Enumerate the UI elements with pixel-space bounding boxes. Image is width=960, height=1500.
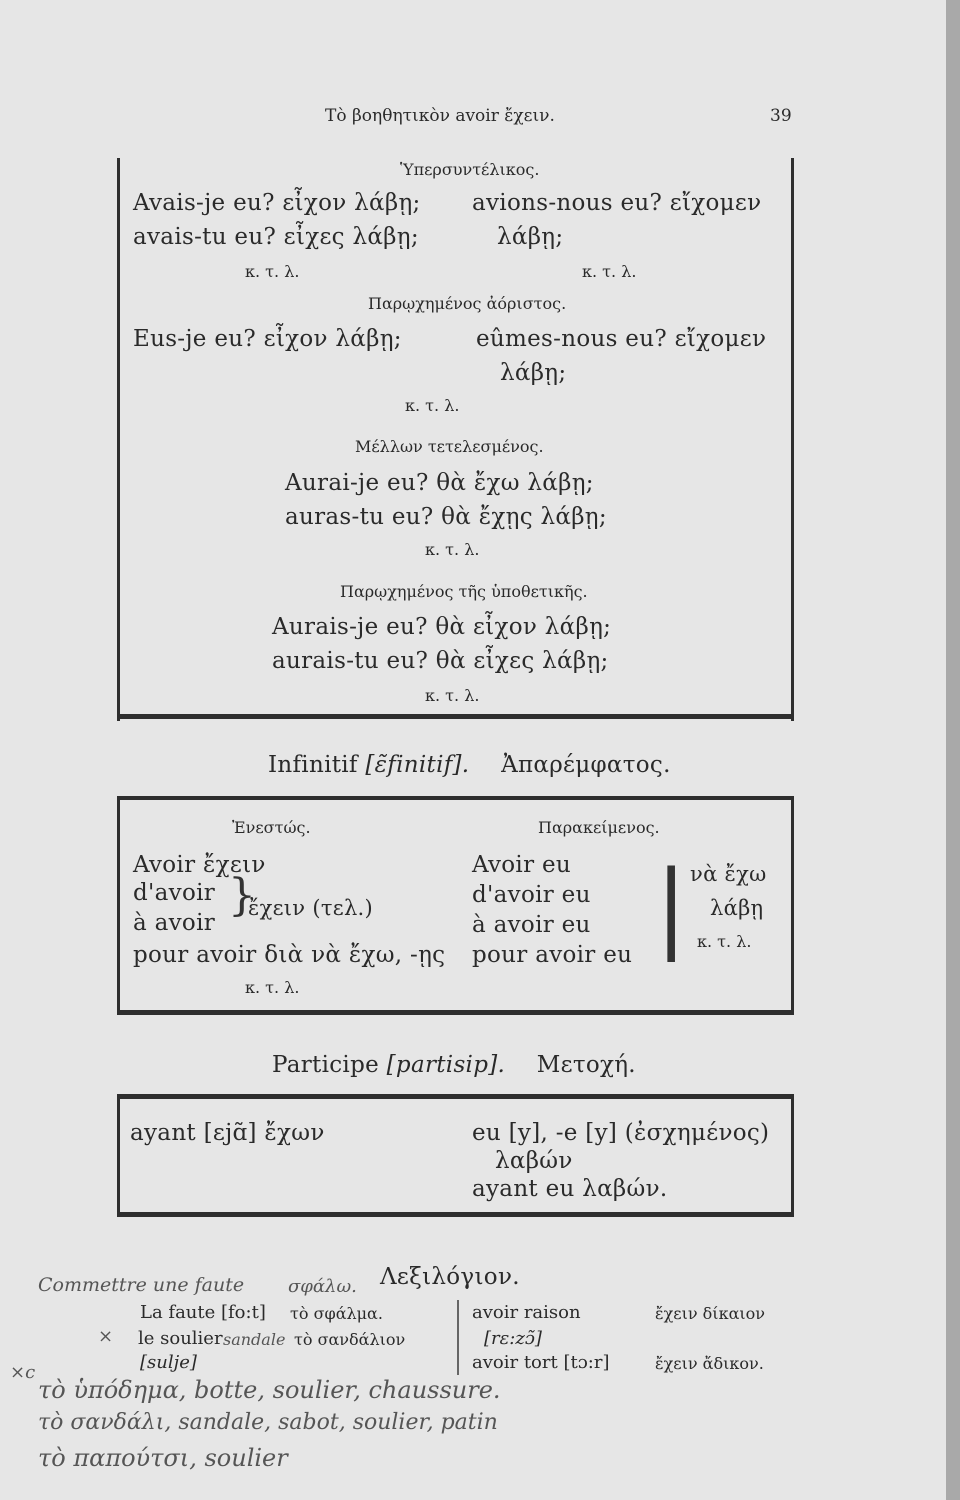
infinitif-col1-brace: } (228, 870, 257, 921)
s3-line2: auras-tu eu? θὰ ἔχῃς λάβῃ; (285, 504, 607, 530)
s2-heading: Παρῳχημένος ἀόριστος. (368, 294, 567, 313)
participe-title-gr: Μετοχή. (536, 1052, 636, 1078)
participe-right-line3: ayant eu λαβών. (472, 1176, 668, 1202)
s4-line1: Aurais-je eu? θὰ εἶχον λάβῃ; (272, 614, 612, 640)
participe-left: ayant [ɛjɑ̃] ἔχων (130, 1120, 325, 1146)
lexicon-row1-fr2: avoir raison (472, 1302, 581, 1323)
lexicon-row3-fr2: avoir tort [tɔ:r] (472, 1352, 610, 1373)
infinitif-right-border (791, 796, 794, 1014)
infinitif-col2-line4: pour avoir eu (472, 942, 633, 968)
lexicon-title: Λεξιλόγιον. (380, 1264, 520, 1290)
handwriting-mark-xc: ×c (10, 1362, 36, 1383)
lexicon-row2-fr2: [rɛ:zɔ̃] (484, 1328, 542, 1349)
s3-etc: κ. τ. λ. (425, 540, 480, 559)
handwriting-mark-x: × (98, 1326, 114, 1347)
infinitif-col2-brace-line3: κ. τ. λ. (697, 932, 752, 951)
s1-heading: Ὑπερσυντέλικος. (400, 160, 540, 179)
infinitif-title (268, 752, 671, 778)
infinitif-title-fr: Infinitif (268, 752, 358, 778)
infinitif-col2-line2: d'avoir eu (472, 882, 591, 908)
handwriting-note-2: σφάλω. (288, 1276, 357, 1297)
participe-left-border (117, 1094, 120, 1216)
s2-line1-left: Eus-je eu? εἶχον λάβῃ; (133, 326, 402, 352)
page-number: 39 (770, 106, 792, 126)
handwriting-note-6: τὸ παπούτσι, soulier (38, 1444, 288, 1472)
lexicon-row3-gr2: ἔχειν ἄδικον. (655, 1354, 764, 1373)
infinitif-col2-brace-line1: νὰ ἔχω (690, 862, 767, 886)
lexicon-row1-gr2: ἔχειν δίκαιον (655, 1304, 765, 1323)
handwriting-note-3: sandale (223, 1330, 286, 1349)
box1-bottom-rule (117, 714, 794, 719)
participe-title-fr: Participe (272, 1052, 380, 1078)
handwriting-note-4: τὸ ὑπόδημα, botte, soulier, chaussure. (38, 1376, 501, 1404)
infinitif-col1-heading: Ἐνεστώς. (232, 818, 311, 837)
infinitif-col1-line2: d'avoir (133, 880, 216, 906)
participe-right-line2: λαβών (495, 1148, 573, 1174)
running-header: Τὸ βοηθητικὸν avoir ἔχειν. (325, 106, 555, 126)
s4-heading: Παρῳχημένος τῆς ὑποθετικῆς. (340, 582, 588, 601)
infinitif-col2-brace-line2: λάβῃ (710, 896, 764, 920)
participe-right-line1: eu [y], -e [y] (ἐσχημένος) (472, 1120, 770, 1146)
box1-right-border (791, 158, 794, 721)
s1-line1-left: Avais-je eu? εἶχον λάβῃ; (133, 190, 421, 216)
s1-line2-right: λάβῃ; (497, 224, 564, 250)
infinitif-col1-line1: Avoir ἔχειν (133, 852, 266, 878)
infinitif-title-gr: Ἀπαρέμφατος. (501, 752, 671, 778)
s2-line1-right: eûmes-nous eu? εἴχομεν (476, 326, 767, 352)
participe-top-rule (117, 1094, 794, 1099)
participe-title-ipa: [partisip]. (386, 1052, 506, 1078)
infinitif-col2-line3: à avoir eu (472, 912, 591, 938)
infinitif-bottom-rule (117, 1010, 794, 1015)
box1-left-border (117, 158, 120, 721)
infinitif-col2-brace: | (655, 850, 688, 962)
s1-etc-left: κ. τ. λ. (245, 262, 300, 281)
lexicon-row2-fr: le soulier (138, 1328, 223, 1349)
participe-right-border (791, 1094, 794, 1216)
infinitif-col2-line1: Avoir eu (472, 852, 572, 878)
infinitif-col1-brace-text: ἔχειν (τελ.) (248, 896, 374, 920)
lexicon-row3-fr: [sulje] (140, 1352, 197, 1373)
s2-etc: κ. τ. λ. (405, 396, 460, 415)
lexicon-row1-gr: τὸ σφάλμα. (290, 1304, 383, 1323)
s1-line1-right: avions-nous eu? εἴχομεν (472, 190, 762, 216)
s2-line2-right: λάβῃ; (500, 360, 567, 386)
infinitif-col1-line3: à avoir (133, 910, 216, 936)
s1-line2-left: avais-tu eu? εἶχες λάβῃ; (133, 224, 419, 250)
participe-title (272, 1052, 636, 1078)
s4-etc: κ. τ. λ. (425, 686, 480, 705)
participe-bottom-rule (117, 1212, 794, 1217)
s3-heading: Μέλλων τετελεσμένος. (355, 437, 544, 456)
infinitif-col1-etc: κ. τ. λ. (245, 978, 300, 997)
lexicon-row2-gr: τὸ σανδάλιον (294, 1330, 406, 1349)
handwriting-note-5: τὸ σανδάλι, sandale, sabot, soulier, patin (38, 1410, 498, 1435)
s4-line2: aurais-tu eu? θὰ εἶχες λάβῃ; (272, 648, 609, 674)
infinitif-left-border (117, 796, 120, 1014)
infinitif-col2-heading: Παρακείμενος. (538, 818, 660, 837)
infinitif-title-ipa: [ɛ̃finitif]. (365, 752, 470, 778)
lexicon-divider (457, 1300, 459, 1375)
infinitif-col1-line4: pour avoir διὰ νὰ ἔχω, -ῃς (133, 942, 446, 968)
handwriting-note-1: Commettre une faute (38, 1274, 245, 1296)
lexicon-row1-fr: La faute [fo:t] (140, 1302, 266, 1323)
page-edge (946, 0, 960, 1500)
s3-line1: Aurai-je eu? θὰ ἔχω λάβῃ; (285, 470, 594, 496)
infinitif-top-rule (117, 796, 794, 800)
s1-etc-right: κ. τ. λ. (582, 262, 637, 281)
